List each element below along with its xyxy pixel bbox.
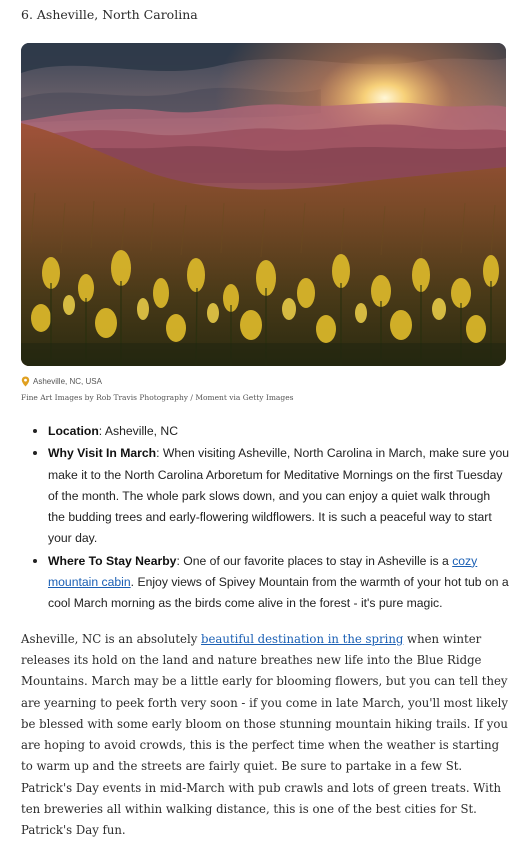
location-value: : Asheville, NC [98,424,179,438]
why-visit-label: Why Visit In March [48,446,157,461]
location-label: Location [48,424,99,438]
where-to-stay-text: : One of our favorite places to stay in Asheville is a [176,553,453,568]
section-heading: 6. Asheville, North Carolina [21,7,198,22]
cozy-mountain-cabin-link[interactable]: cozy mountain cabin [48,553,478,590]
photo-location [21,376,510,387]
photo-credit: Fine Art Images by Rob Travis Photography / Moment via Getty Images [21,393,294,402]
body-paragraph [21,629,508,842]
photo-location-text: Asheville, NC, USA [33,376,102,386]
list-item [48,550,510,615]
location-pin-icon [21,376,30,387]
body-text-end: when winter releases its hold on the land and nature breathes new life into the Blue Ridge Mountains. March may be a little early for blooming flowers, but you can tell they are yearning to peek forth very soon - if you come in late March, you'll most likely be blessed with some early bloom on those stunning mountain hiking trails. If you are hoping to avoid crowds, this is the perfect time when the weather is starting to warm up and the streets are fairly quiet. Be sure to partake in a few St. Patrick's Day events in mid-March with pub crawls and lots of green treats. With ten breweries all within walking distance, this is one of the best cities for St. Patrick's Day fun. [21,631,509,838]
why-visit-text: : When visiting Asheville, North Carolina in March, make sure you make it to the North Carolina Arboretum for Meditative Mornings on the first Tuesday of the month. The whole park slows down, and you can enjoy a quiet walk through the budding trees and early-flowering wildflowers. It is such a peaceful way to start your day. [48,446,510,546]
spring-destination-link[interactable]: beautiful destination in the spring [201,631,404,646]
where-to-stay-text-end: . Enjoy views of Spivey Mountain from the warmth of your hot tub on a cool March morning as the birds come alive in the forest - it's pure magic. [48,575,509,611]
body-text-start: Asheville, NC is an absolutely [21,631,202,646]
list-item [48,442,510,549]
asheville-sunrise-photo [21,43,506,366]
where-to-stay-label: Where To Stay Nearby [48,553,177,568]
facts-list [21,420,510,615]
list-item [48,420,510,442]
